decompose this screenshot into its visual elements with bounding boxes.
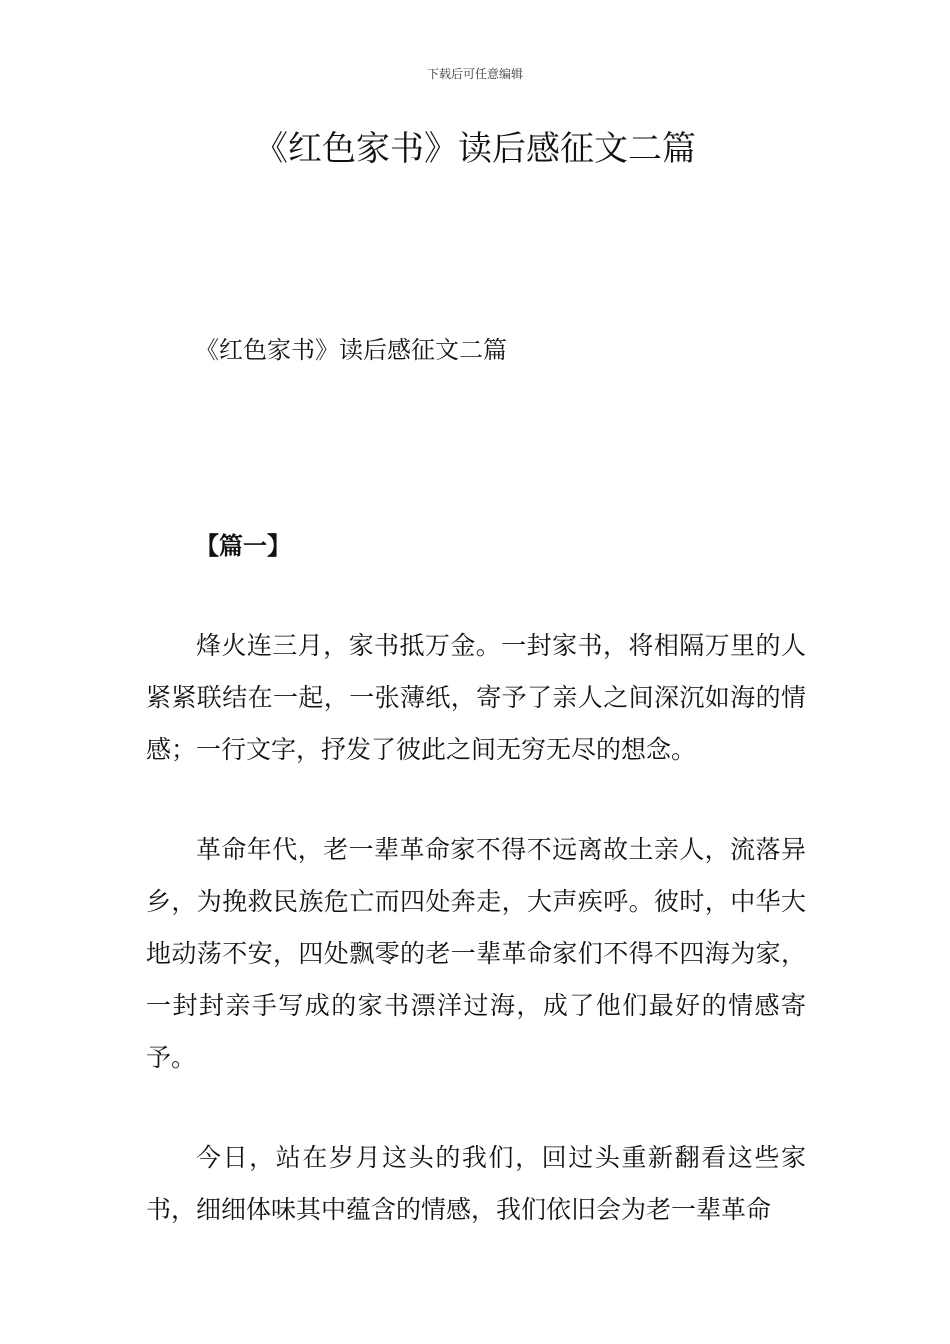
section-label: 【篇一】 — [195, 531, 291, 560]
document-subtitle: 《红色家书》读后感征文二篇 — [195, 336, 507, 364]
header-note: 下载后可任意编辑 — [426, 67, 523, 81]
page-title: 《红色家书》读后感征文二篇 — [254, 129, 696, 169]
paragraph: 革命年代，老一辈革命家不得不远离故土亲人，流落异乡，为挽救民族危亡而四处奔走，大声疾呼。彼时，中华大地动荡不安，四处飘零的老一辈革命家们不得不四海为家，一封封亲手写成的家书漂洋过海，成了他们最好的情感寄予。 — [146, 835, 806, 1072]
paragraph: 烽火连三月，家书抵万金。一封家书，将相隔万里的人紧紧联结在一起，一张薄纸，寄予了亲人之间深沉如海的情感；一行文字，抒发了彼此之间无穷无尽的想念。 — [146, 631, 806, 764]
paragraph: 今日，站在岁月这头的我们，回过头重新翻看这些家书，细细体味其中蕴含的情感，我们依旧会为老一辈革命 — [146, 1143, 806, 1224]
body-text — [146, 620, 806, 1236]
